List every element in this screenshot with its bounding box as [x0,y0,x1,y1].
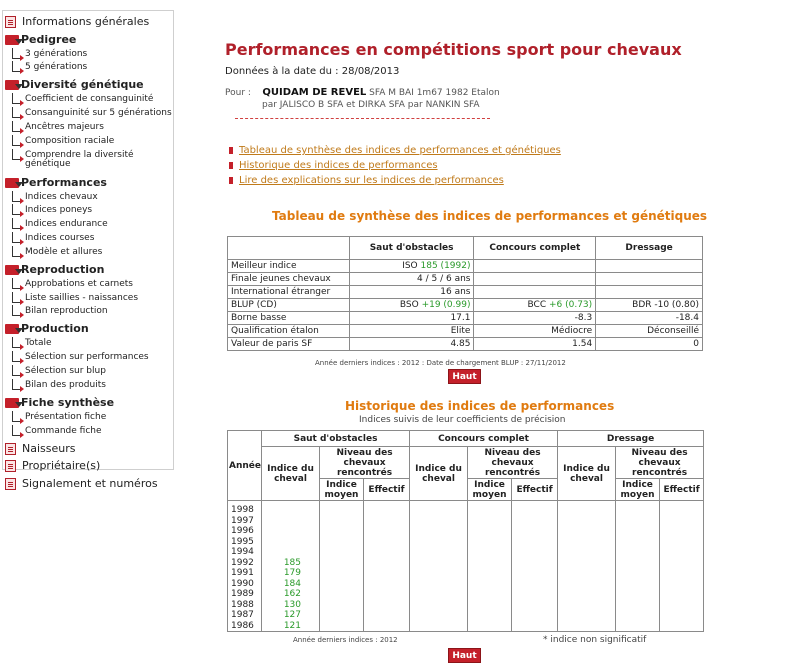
year-value: 1987 [231,610,254,620]
horse-info [225,87,500,111]
year-value: 1994 [231,547,254,557]
indice-moyen-header: Indice moyen [616,479,660,501]
sidebar-item[interactable] [25,159,70,169]
tree-branch-icon [12,121,21,132]
cell-text: +19 (0.99) [421,300,471,310]
sidebar-item[interactable] [5,337,52,348]
saut-indice-value: 130 [283,599,301,610]
row-label: Valeur de paris SF [231,339,313,349]
row-label: International étranger [231,287,331,297]
table-header-cell: Dressage [596,237,703,260]
sidebar-item-label: Propriétaire(s) [22,459,101,472]
table-cell [228,312,350,325]
table-cell [349,312,474,325]
cell-text: 17.1 [450,313,471,323]
sidebar-nav [2,10,174,490]
table-cell [349,338,474,351]
saut-indice-value: 184 [283,578,301,589]
table-cell [474,312,596,325]
data-date: Données à la date du : 28/08/2013 [225,66,400,77]
historique-table [227,430,704,632]
tree-branch-icon [12,246,21,257]
year-value: 1991 [231,568,254,578]
year-value: 1997 [231,515,254,526]
cell-text: 185 (1992) [420,261,471,271]
table-cell [474,299,596,312]
table-cell [228,273,350,286]
indice-moyen-header: Indice moyen [468,479,512,501]
table-cell [228,325,350,338]
sidebar-item-label: Indices poneys [25,205,93,216]
tree-branch-icon [12,379,21,390]
sidebar-item-label: Production [21,322,89,336]
tree-branch-icon [12,305,21,316]
sidebar-item[interactable] [5,61,87,72]
table-cell [474,273,596,286]
table-cell [228,286,350,299]
synthese-title: Tableau de synthèse des indices de performances et génétiques [272,209,708,223]
table-header-row [228,447,704,479]
sidebar-item[interactable] [5,379,106,390]
table-cell [349,260,474,273]
sidebar-item-label: Bilan des produits [25,379,106,390]
table-cell [596,286,703,299]
table-row [228,286,703,299]
niveau-header: Niveau des chevaux rencontrés [320,447,410,479]
indice-moyen-header: Indice moyen [320,479,364,501]
saut-indice-value [263,537,301,548]
table-header-cell: Saut d'obstacles [349,237,474,260]
link-historique-text[interactable]: Historique des indices de performances [239,160,438,171]
saut-indice-value [263,547,301,558]
saut-indice-value [263,505,301,516]
saut-indice-value: 127 [283,610,301,620]
sidebar-item[interactable] [5,48,87,59]
tree-branch-icon [12,232,21,243]
empty-cell [512,501,558,632]
page-icon [5,443,16,455]
tree-branch-icon [12,411,21,422]
tree-branch-icon [12,278,21,289]
effectif-header: Effectif [364,479,410,501]
book-icon [5,178,19,188]
table-header-cell: Concours complet [474,237,596,260]
table-cell [349,325,474,338]
table-row [228,325,703,338]
haut-button[interactable]: Haut [448,648,481,663]
sidebar-item-label: Modèle et allures [25,246,103,257]
row-label: Meilleur indice [231,261,297,271]
sidebar-item-label: Performances [21,175,107,189]
sidebar-item-label: Ancêtres majeurs [25,121,104,132]
row-label: BLUP (CD) [231,300,277,310]
table-header-row [228,431,704,447]
empty-cell [616,501,660,632]
cell-text: 4 / 5 / 6 ans [417,274,471,284]
tree-branch-icon [12,149,21,160]
table-body-row [228,501,704,632]
tree-branch-icon [12,425,21,436]
year-value: 1998 [231,505,254,515]
table-header-cell [228,237,350,260]
sidebar-item-label: Informations générales [22,15,150,28]
sidebar-item-label: Présentation fiche [25,411,107,422]
sidebar-item[interactable] [5,351,149,362]
page-icon [5,460,16,472]
cell-text: BDR -10 (0.80) [632,300,699,310]
tree-branch-icon [12,337,21,348]
book-icon [5,80,19,90]
sidebar-item-label: Approbations et carnets [25,278,133,289]
tree-branch-icon [12,365,21,376]
cell-text: -8.3 [574,313,593,323]
sidebar-item-label: Indices courses [25,232,95,243]
bullet-icon [229,162,233,169]
sidebar-item-label: Commande fiche [25,425,102,436]
row-label: Borne basse [231,313,287,323]
synthese-footnote: Année derniers indices : 2012 : Date de chargement BLUP : 27/11/2012 [315,359,566,367]
divider [235,118,490,119]
pour-label: Pour : [225,88,251,98]
sidebar-item-label: Naisseurs [22,441,76,455]
table-cell [228,299,350,312]
link-synthese[interactable] [229,145,561,156]
effectif-header: Effectif [512,479,558,501]
table-cell [474,260,596,273]
sidebar-item[interactable] [5,121,104,132]
table-cell [349,273,474,286]
page-icon [5,16,16,28]
effectif-header: Effectif [660,479,704,501]
empty-cell [410,501,468,632]
sidebar-item-label: Diversité génétique [21,78,144,92]
synthese-table [227,236,703,351]
historique-subtitle: Indices suivis de leur coefficients de précision [359,415,566,425]
sidebar-item[interactable] [5,246,102,257]
year-value: 1989 [231,589,254,599]
sidebar-item-label: génétique [25,158,71,169]
sidebar-item-label: Signalement et numéros [22,476,158,490]
cell-text: +6 (0.73) [548,300,593,310]
sidebar-item[interactable] [5,218,108,229]
sidebar-item[interactable] [5,232,94,243]
sidebar-item[interactable] [5,396,114,409]
row-label: Finale jeunes chevaux [231,274,331,284]
sidebar-item[interactable] [5,78,144,91]
cell-text: 1.54 [572,339,593,349]
link-historique[interactable] [229,160,438,171]
table-cell [596,299,703,312]
saut-indice-value: 121 [283,620,301,631]
sidebar-item[interactable] [5,176,107,189]
table-cell [349,299,474,312]
tree-branch-icon [12,204,21,215]
book-icon [5,35,19,45]
sidebar-item[interactable] [5,442,75,455]
sidebar-item[interactable] [5,292,138,303]
table-cell [596,325,703,338]
year-header: Année [228,431,262,501]
tree-branch-icon [12,93,21,104]
sidebar-item-label: Totale [25,338,52,349]
table-cell [596,338,703,351]
cell-text: 4.85 [450,339,471,349]
sidebar-item-label: Indices endurance [25,219,108,230]
table-cell [596,273,703,286]
empty-cell [364,501,410,632]
tree-branch-icon [12,218,21,229]
niveau-header: Niveau des chevaux rencontrés [468,447,558,479]
sidebar-item[interactable] [5,477,158,490]
saut-indice-value: 179 [283,568,301,578]
table-cell [474,338,596,351]
horse-description: SFA M BAI 1m67 1982 Etalon [369,88,500,98]
sidebar-item-label: Sélection sur performances [25,352,149,363]
tree-branch-icon [12,107,21,118]
sidebar-item-label: Composition raciale [25,135,115,146]
sidebar-item-label: Bilan reproduction [25,306,108,317]
table-header-row [228,237,703,260]
sidebar-item[interactable] [5,305,108,316]
haut-button[interactable]: Haut [448,369,481,384]
non-significatif-note: * indice non significatif [543,635,647,645]
sidebar-item-label: 3 générations [25,48,88,59]
saut-indice-value [263,526,301,537]
sidebar-item-label: Pedigree [21,32,77,46]
empty-cell [558,501,616,632]
sidebar-item[interactable] [5,322,89,335]
historique-footnote: Année derniers indices : 2012 [293,636,398,644]
cell-text: BSO [399,300,419,310]
sidebar-item-label: Fiche synthèse [21,395,115,409]
table-row [228,338,703,351]
sidebar-item-label: 5 générations [25,62,88,73]
sidebar-item[interactable] [5,33,76,46]
sidebar-item[interactable] [5,107,172,118]
cell-text: Elite [450,326,471,336]
link-explications[interactable] [229,175,504,186]
table-cell [228,260,350,273]
page-title: Performances en compétitions sport pour chevaux [225,40,682,59]
niveau-header: Niveau des chevaux rencontrés [616,447,704,479]
sidebar-item[interactable] [5,278,133,289]
bullet-icon [229,177,233,184]
table-cell [474,325,596,338]
sidebar-item[interactable] [5,411,106,422]
sidebar-item[interactable] [5,425,102,436]
sidebar-item[interactable] [5,93,153,104]
empty-cell [468,501,512,632]
row-label: Qualification étalon [231,326,319,336]
sidebar-item[interactable] [5,191,98,202]
discipline-header: Dressage [558,431,704,447]
discipline-header: Concours complet [410,431,558,447]
sidebar-item-label: Comprendre la diversité [25,149,134,160]
tree-branch-icon [12,61,21,72]
horse-parents: par JALISCO B SFA et DIRKA SFA par NANKIN SFA [262,100,480,110]
saut-values-cell [262,501,320,632]
indice-cheval-header: Indice du cheval [410,447,468,501]
year-value: 1986 [231,620,254,631]
cell-text: 0 [693,339,699,349]
cell-text: Déconseillé [647,326,699,336]
tree-branch-icon [12,292,21,303]
sidebar-item[interactable] [5,15,149,28]
table-cell [596,260,703,273]
bullet-icon [229,147,233,154]
indice-cheval-header: Indice du cheval [262,447,320,501]
saut-indice-value [263,516,301,527]
year-value: 1996 [231,526,254,536]
sidebar-item-label: Coefficient de consanguinité [25,94,154,105]
tree-branch-icon [12,135,21,146]
historique-title: Historique des indices de performances [345,399,615,413]
sidebar-item-label: Indices chevaux [25,191,98,202]
sidebar-item[interactable] [5,365,106,376]
year-value: 1988 [231,599,254,610]
saut-indice-value: 185 [283,557,301,568]
sidebar-item[interactable] [5,135,114,146]
discipline-header: Saut d'obstacles [262,431,410,447]
year-value: 1990 [231,578,254,589]
table-row [228,260,703,273]
saut-indice-value: 162 [283,589,301,599]
cell-text: -18.4 [675,313,699,323]
table-row [228,273,703,286]
cell-text: ISO [402,261,418,271]
table-cell [228,338,350,351]
book-icon [5,398,19,408]
cell-text: Médiocre [551,326,593,336]
link-synthese-text[interactable]: Tableau de synthèse des indices de performances et génétiques [239,145,561,156]
tree-branch-icon [12,48,21,59]
cell-text: 16 ans [440,287,471,297]
link-explications-text[interactable]: Lire des explications sur les indices de performances [239,175,504,186]
empty-cell [660,501,704,632]
horse-name: QUIDAM DE REVEL [262,87,367,98]
sidebar-item-label: Reproduction [21,262,105,276]
book-icon [5,324,19,334]
page-icon [5,478,16,490]
table-cell [349,286,474,299]
indice-cheval-header: Indice du cheval [558,447,616,501]
table-cell [596,312,703,325]
cell-text: BCC [527,300,547,310]
sidebar-item[interactable] [5,459,100,472]
empty-cell [320,501,364,632]
tree-branch-icon [12,351,21,362]
table-cell [474,286,596,299]
book-icon [5,265,19,275]
table-row [228,299,703,312]
sidebar-item-label: Consanguinité sur 5 générations [25,108,172,119]
sidebar-item[interactable] [5,263,104,276]
tree-branch-icon [12,191,21,202]
sidebar-item[interactable] [5,204,92,215]
years-cell [228,501,262,632]
year-value: 1995 [231,536,254,547]
sidebar-item-label: Sélection sur blup [25,365,106,376]
table-row [228,312,703,325]
sidebar-item-label: Liste saillies - naissances [25,292,139,303]
year-value: 1992 [231,557,254,568]
